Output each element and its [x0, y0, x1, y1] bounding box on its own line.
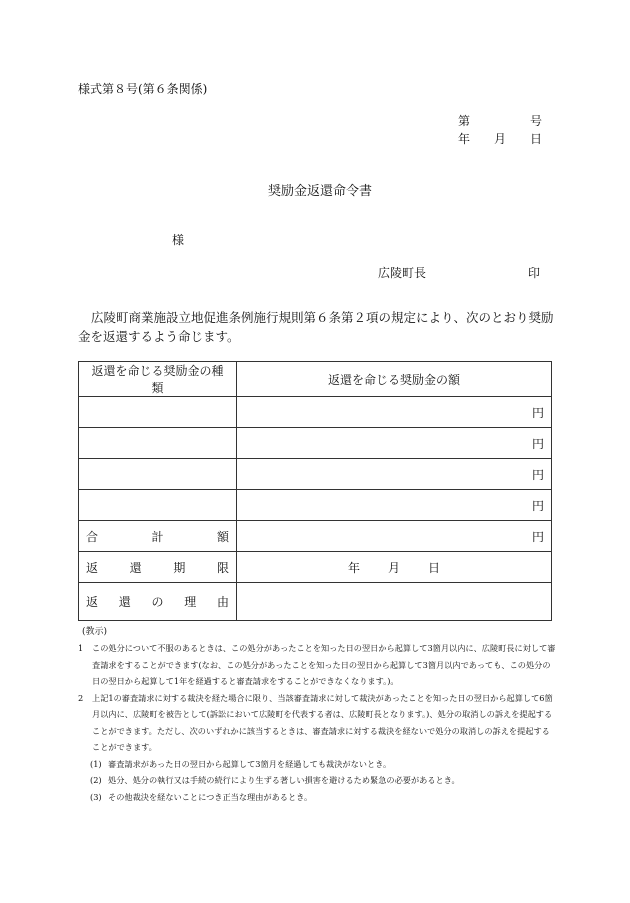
date-year-label: 年	[458, 132, 471, 146]
type-cell	[79, 397, 237, 428]
deadline-value: 年 月 日	[237, 552, 552, 583]
note-item	[78, 640, 556, 690]
notes-heading: (教示)	[82, 627, 108, 637]
subitem-number: (3)	[90, 791, 102, 802]
type-cell	[79, 490, 237, 521]
subitem-text: その他裁決を経ないことにつき正当な理由があるとき。	[108, 791, 313, 802]
header-type: 返還を命じる奨励金の種類	[79, 362, 237, 397]
type-cell	[79, 459, 237, 490]
reason-row	[79, 583, 552, 621]
table-row	[79, 397, 552, 428]
table-row	[79, 459, 552, 490]
document-title: 奨励金返還命令書	[268, 184, 373, 199]
reason-value	[237, 583, 552, 621]
doc-number-prefix: 第	[458, 114, 471, 128]
type-cell	[79, 428, 237, 459]
amount-cell: 円	[237, 490, 552, 521]
date-month-label: 月	[494, 132, 507, 146]
subitem-number: (1)	[90, 758, 102, 769]
note-text: 上記1の審査請求に対する裁決を経た場合に限り、当該審査請求に対して裁決があったことを知った日の翌日から起算して6箇月以内に、広陵町を被告として(訴訟において広陵町を代表する者は、広陵町長となります。)、処分の取消しの訴えを提起することができます。ただし、次のいずれかに該当するときは、審査請求に対する裁決を経ないで処分の取消しの訴えを提起することができます。	[92, 692, 553, 752]
total-amount-cell: 円	[237, 521, 552, 552]
subitem-number: (2)	[90, 775, 102, 785]
note-item	[78, 690, 556, 756]
reason-label: 返 還 の 理 由	[79, 583, 237, 621]
addressee-suffix: 様	[172, 233, 185, 247]
issuer-name: 広陵町長	[378, 266, 427, 280]
header-amount: 返還を命じる奨励金の額	[237, 362, 552, 397]
total-row	[79, 521, 552, 552]
order-body-text: 広陵町商業施設立地促進条例施行規則第６条第２項の規定により、次のとおり奨励金を返還するよう命じます。	[78, 310, 554, 344]
date-day-label: 日	[530, 132, 543, 146]
note-number: 2	[78, 692, 84, 703]
table-row	[79, 490, 552, 521]
subitem-text: 審査請求があった日の翌日から起算して3箇月を経過しても裁決がないとき。	[108, 758, 392, 769]
note-text: この処分について不服のあるときは、この処分があったことを知った日の翌日から起算して3箇月以内に、広陵町長に対して審査請求をすることができます(なお、この処分があったことを知った日の翌日から起算して3箇月以内であっても、この処分の日の翌日から起算して1年を経過すると審査請求をすることができなくなります。)。	[92, 643, 556, 686]
doc-number-suffix: 号	[530, 114, 543, 128]
refund-table	[78, 361, 552, 621]
amount-cell: 円	[237, 428, 552, 459]
amount-cell: 円	[237, 397, 552, 428]
deadline-label: 返 還 期 限	[79, 552, 237, 583]
total-label: 合 計 額	[79, 521, 237, 552]
deadline-row	[79, 552, 552, 583]
subitem-text: 処分、処分の執行又は手続の続行により生ずる著しい損害を避けるため緊急の必要があるとき。	[108, 775, 460, 785]
notes-section	[78, 640, 556, 805]
note-subitem	[78, 789, 556, 806]
note-subitem	[78, 756, 556, 773]
amount-cell: 円	[237, 459, 552, 490]
note-number: 1	[78, 643, 84, 653]
note-subitem	[78, 772, 556, 789]
seal-mark: 印	[528, 266, 541, 280]
table-header-row	[79, 362, 552, 397]
form-number: 様式第８号(第６条関係)	[78, 82, 208, 96]
table-row	[79, 428, 552, 459]
